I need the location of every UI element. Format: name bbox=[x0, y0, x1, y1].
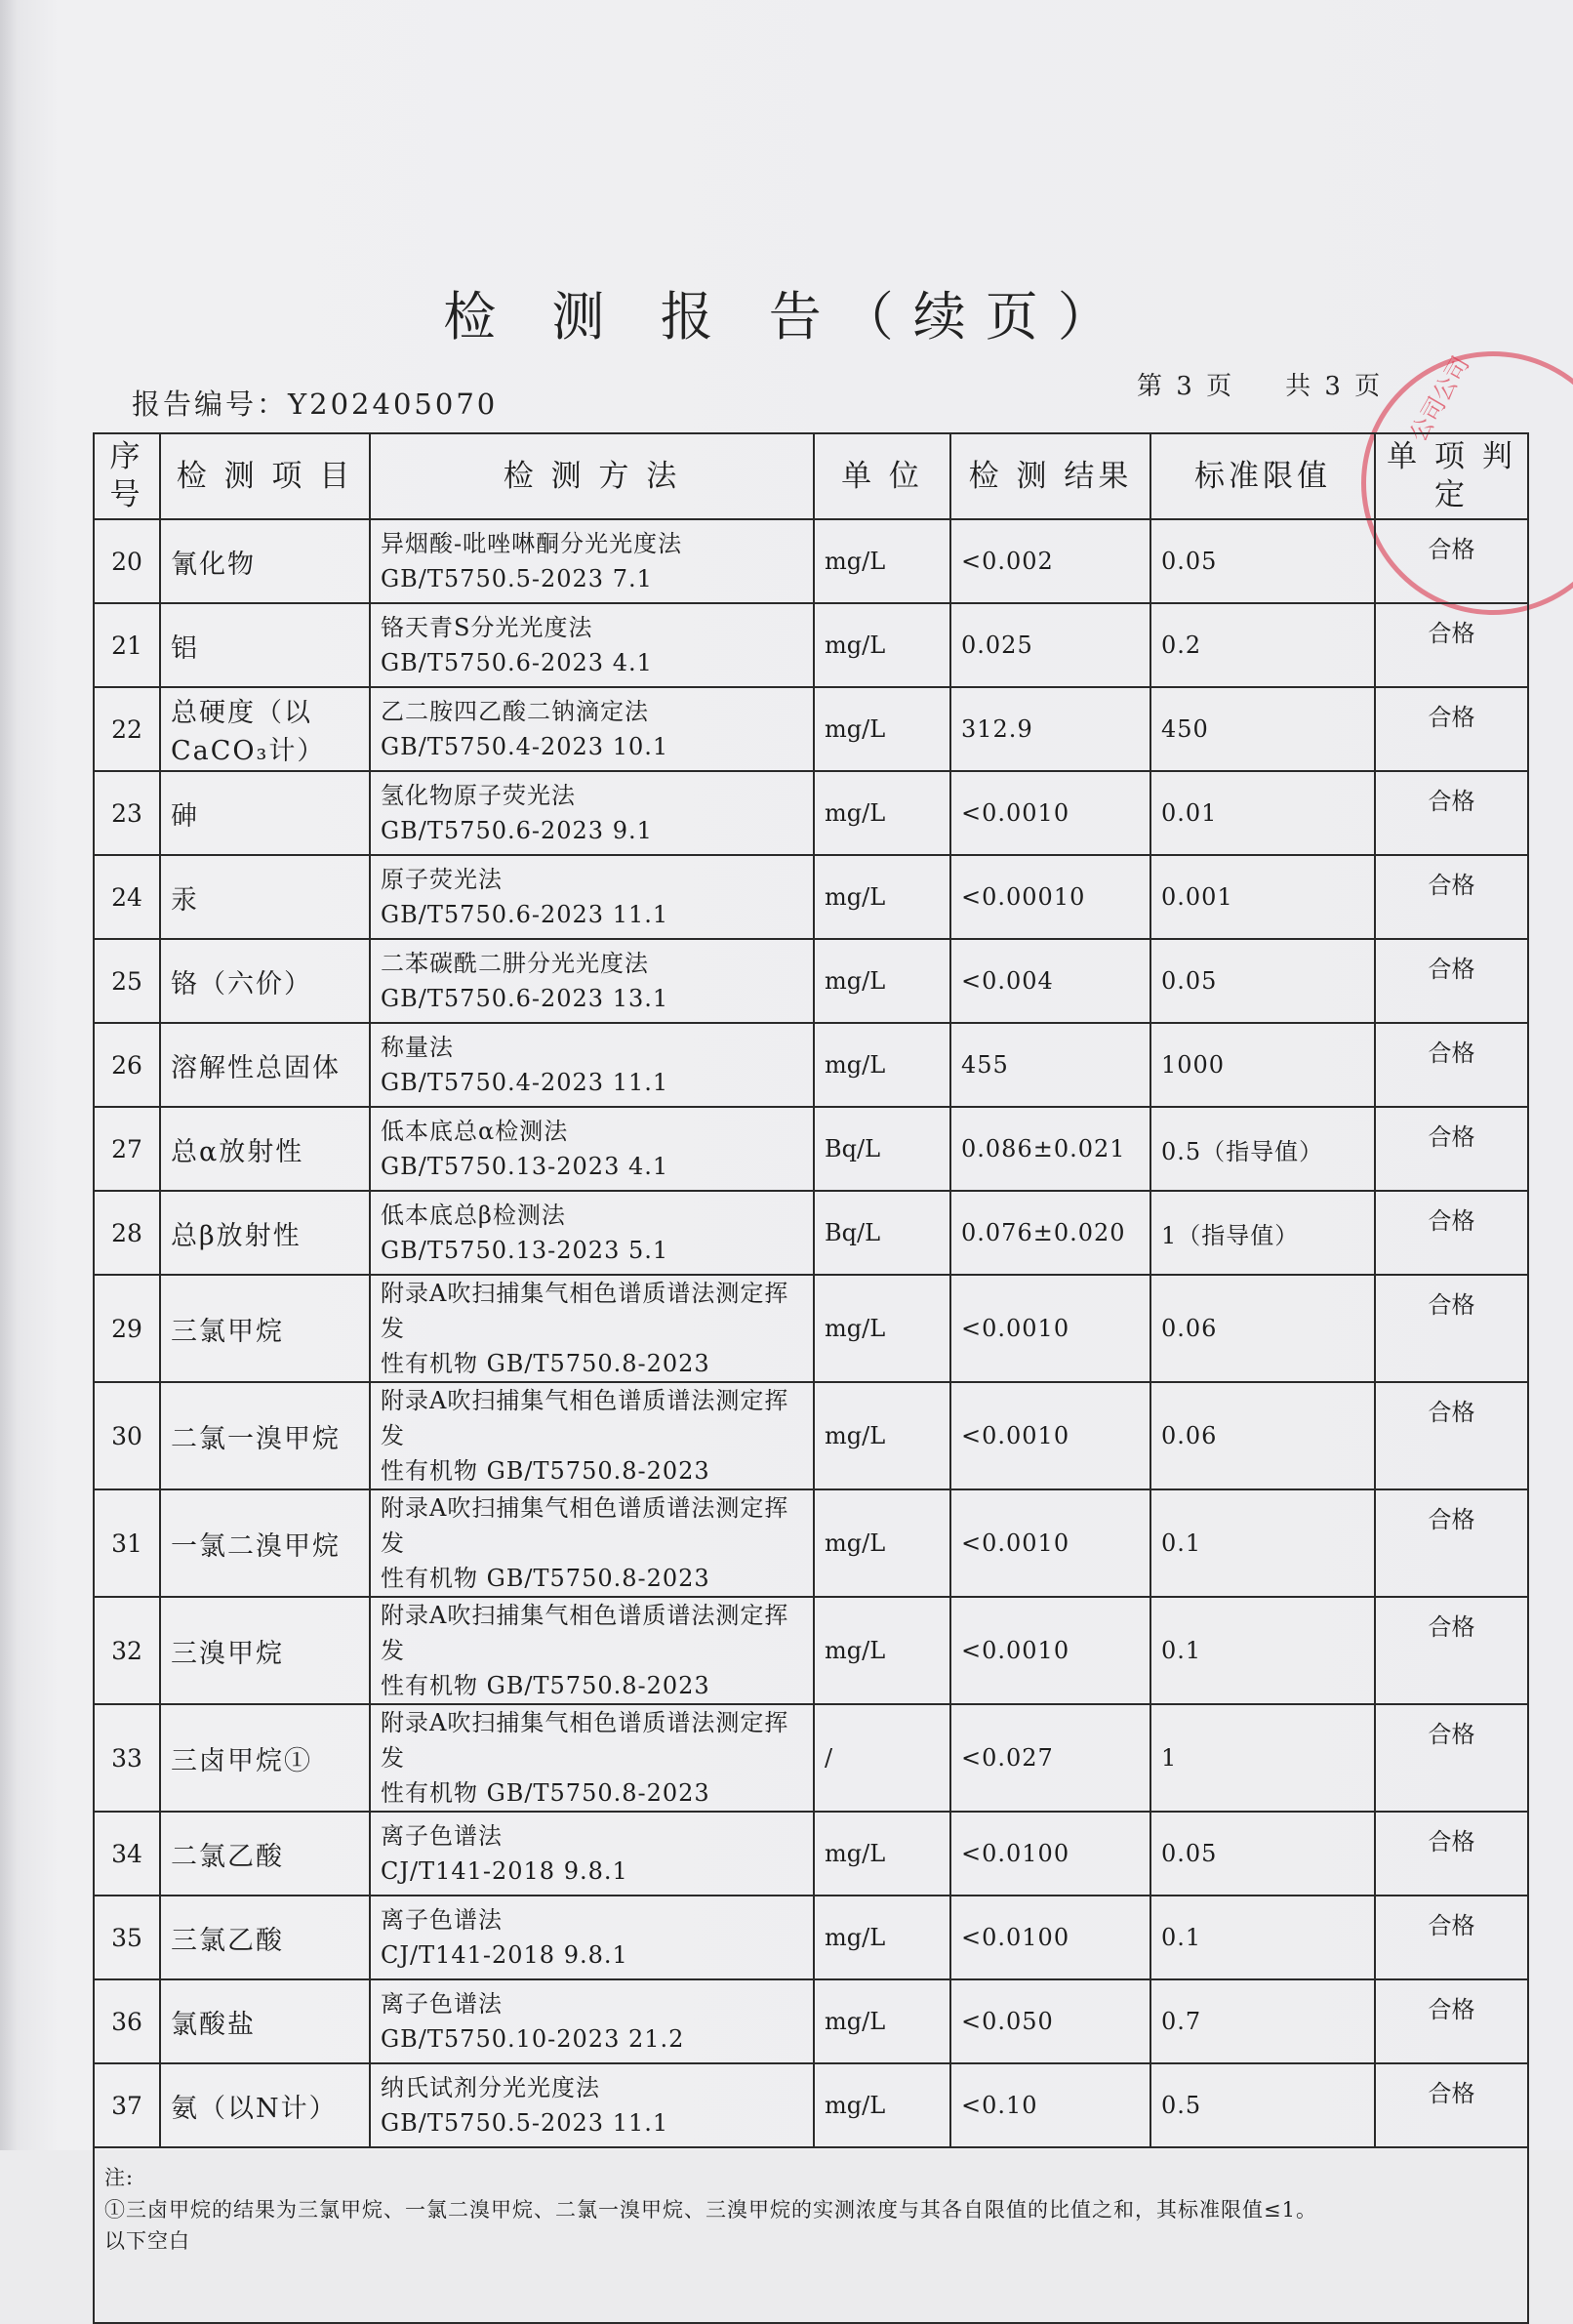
results-table bbox=[93, 432, 1529, 2324]
cell-unit: mg/L bbox=[814, 1275, 950, 1382]
method-standard: GB/T5750.5-2023 11.1 bbox=[381, 2109, 669, 2137]
cell-unit: mg/L bbox=[814, 771, 950, 855]
method-name: 乙二胺四乙酸二钠滴定法 bbox=[381, 698, 649, 725]
method-standard: 性有机物 GB/T5750.8-2023 bbox=[381, 1457, 710, 1485]
method-standard: 性有机物 GB/T5750.8-2023 bbox=[381, 1672, 710, 1699]
page-total: 共 3 页 bbox=[1285, 372, 1384, 401]
table-row bbox=[94, 1979, 1528, 2063]
page-info bbox=[1137, 366, 1433, 402]
table-row bbox=[94, 1023, 1528, 1107]
cell-result: <0.0100 bbox=[950, 1896, 1150, 1979]
cell-unit: mg/L bbox=[814, 603, 950, 687]
cell-unit: mg/L bbox=[814, 1489, 950, 1597]
cell-result: <0.0010 bbox=[950, 1489, 1150, 1597]
header-judge: 单 项 判定 bbox=[1375, 433, 1528, 519]
table-row bbox=[94, 1812, 1528, 1896]
method-name: 离子色谱法 bbox=[381, 1990, 503, 2018]
cell-method bbox=[370, 519, 814, 603]
cell-method bbox=[370, 1191, 814, 1275]
cell-method bbox=[370, 1597, 814, 1704]
cell-method bbox=[370, 939, 814, 1023]
method-standard: 性有机物 GB/T5750.8-2023 bbox=[381, 1565, 710, 1592]
method-name: 二苯碳酰二肼分光光度法 bbox=[381, 950, 649, 977]
cell-limit: 0.06 bbox=[1150, 1275, 1375, 1382]
cell-item: 氯酸盐 bbox=[160, 1979, 370, 2063]
method-name: 附录A吹扫捕集气相色谱质谱法测定挥发 bbox=[381, 1602, 789, 1664]
cell-seq: 27 bbox=[94, 1107, 160, 1191]
header-unit: 单 位 bbox=[814, 433, 950, 519]
cell-method bbox=[370, 2063, 814, 2147]
cell-result: <0.0010 bbox=[950, 1382, 1150, 1489]
cell-limit: 0.05 bbox=[1150, 939, 1375, 1023]
cell-item: 一氯二溴甲烷 bbox=[160, 1489, 370, 1597]
method-standard: GB/T5750.6-2023 9.1 bbox=[381, 817, 653, 844]
method-name: 原子荧光法 bbox=[381, 866, 503, 893]
cell-unit: Bq/L bbox=[814, 1107, 950, 1191]
cell-item: 三氯乙酸 bbox=[160, 1896, 370, 1979]
table-row bbox=[94, 1275, 1528, 1382]
method-name: 称量法 bbox=[381, 1034, 454, 1061]
method-standard: CJ/T141-2018 9.8.1 bbox=[381, 1941, 628, 1969]
cell-limit: 0.1 bbox=[1150, 1896, 1375, 1979]
header-limit: 标准限值 bbox=[1150, 433, 1375, 519]
table-row bbox=[94, 1896, 1528, 1979]
cell-method bbox=[370, 771, 814, 855]
header-seq: 序号 bbox=[94, 433, 160, 519]
cell-seq: 28 bbox=[94, 1191, 160, 1275]
table-row bbox=[94, 1704, 1528, 1812]
cell-result: 0.076±0.020 bbox=[950, 1191, 1150, 1275]
cell-result: <0.0010 bbox=[950, 771, 1150, 855]
cell-result: 455 bbox=[950, 1023, 1150, 1107]
cell-item: 总α放射性 bbox=[160, 1107, 370, 1191]
cell-unit: mg/L bbox=[814, 2063, 950, 2147]
cell-judge: 合格 bbox=[1375, 603, 1528, 687]
method-standard: GB/T5750.13-2023 4.1 bbox=[381, 1153, 669, 1180]
cell-method bbox=[370, 1023, 814, 1107]
cell-judge: 合格 bbox=[1375, 1812, 1528, 1896]
cell-item: 铝 bbox=[160, 603, 370, 687]
cell-result: 0.086±0.021 bbox=[950, 1107, 1150, 1191]
notes-row bbox=[94, 2147, 1528, 2323]
cell-item: 氰化物 bbox=[160, 519, 370, 603]
table-row bbox=[94, 771, 1528, 855]
cell-seq: 29 bbox=[94, 1275, 160, 1382]
note-1: ①三卤甲烷的结果为三氯甲烷、一氯二溴甲烷、二氯一溴甲烷、三溴甲烷的实测浓度与其各自限值的比值之和，其标准限值≤1。 bbox=[104, 2197, 1317, 2222]
cell-unit: mg/L bbox=[814, 939, 950, 1023]
cell-limit: 450 bbox=[1150, 687, 1375, 771]
company-seal-text: 公司公司 bbox=[1404, 351, 1475, 447]
cell-seq: 23 bbox=[94, 771, 160, 855]
cell-limit: 0.05 bbox=[1150, 519, 1375, 603]
method-name: 离子色谱法 bbox=[381, 1822, 503, 1850]
method-name: 附录A吹扫捕集气相色谱质谱法测定挥发 bbox=[381, 1387, 789, 1449]
cell-limit: 1 bbox=[1150, 1704, 1375, 1812]
cell-limit: 0.01 bbox=[1150, 771, 1375, 855]
cell-limit: 0.5（指导值） bbox=[1150, 1107, 1375, 1191]
cell-result: <0.0010 bbox=[950, 1275, 1150, 1382]
method-standard: GB/T5750.6-2023 11.1 bbox=[381, 901, 669, 928]
cell-item: 三氯甲烷 bbox=[160, 1275, 370, 1382]
report-number-label: 报告编号： bbox=[132, 387, 289, 421]
header-method: 检 测 方 法 bbox=[370, 433, 814, 519]
page-title: 检 测 报 告（续页） bbox=[443, 286, 1130, 347]
cell-judge: 合格 bbox=[1375, 1896, 1528, 1979]
cell-unit: mg/L bbox=[814, 1896, 950, 1979]
cell-item: 二氯一溴甲烷 bbox=[160, 1382, 370, 1489]
notes-label: 注: bbox=[104, 2166, 135, 2189]
results-table-wrapper bbox=[93, 432, 1527, 2324]
cell-item: 氨（以N计） bbox=[160, 2063, 370, 2147]
cell-unit: mg/L bbox=[814, 687, 950, 771]
cell-method bbox=[370, 855, 814, 939]
header-item: 检 测 项 目 bbox=[160, 433, 370, 519]
table-row bbox=[94, 603, 1528, 687]
report-number-value: Y202405070 bbox=[288, 387, 499, 421]
cell-unit: mg/L bbox=[814, 1597, 950, 1704]
table-row bbox=[94, 1489, 1528, 1597]
cell-result: <0.10 bbox=[950, 2063, 1150, 2147]
cell-method bbox=[370, 1704, 814, 1812]
cell-judge: 合格 bbox=[1375, 1597, 1528, 1704]
cell-unit: mg/L bbox=[814, 519, 950, 603]
method-name: 附录A吹扫捕集气相色谱质谱法测定挥发 bbox=[381, 1280, 789, 1342]
method-name: 铬天青S分光光度法 bbox=[381, 614, 593, 641]
cell-item: 二氯乙酸 bbox=[160, 1812, 370, 1896]
header-result: 检 测 结果 bbox=[950, 433, 1150, 519]
cell-judge: 合格 bbox=[1375, 771, 1528, 855]
cell-item: 铬（六价） bbox=[160, 939, 370, 1023]
cell-item: 溶解性总固体 bbox=[160, 1023, 370, 1107]
notes-end: 以下空白 bbox=[104, 2229, 190, 2254]
cell-method bbox=[370, 1812, 814, 1896]
cell-item: 三卤甲烷① bbox=[160, 1704, 370, 1812]
table-row bbox=[94, 519, 1528, 603]
method-standard: 性有机物 GB/T5750.8-2023 bbox=[381, 1779, 710, 1807]
cell-limit: 0.1 bbox=[1150, 1597, 1375, 1704]
cell-limit: 0.2 bbox=[1150, 603, 1375, 687]
table-row bbox=[94, 2063, 1528, 2147]
cell-result: <0.0100 bbox=[950, 1812, 1150, 1896]
table-row bbox=[94, 687, 1528, 771]
cell-unit: mg/L bbox=[814, 1979, 950, 2063]
method-standard: 性有机物 GB/T5750.8-2023 bbox=[381, 1350, 710, 1377]
cell-method bbox=[370, 603, 814, 687]
cell-result: <0.00010 bbox=[950, 855, 1150, 939]
method-standard: GB/T5750.4-2023 10.1 bbox=[381, 733, 669, 760]
cell-limit: 0.1 bbox=[1150, 1489, 1375, 1597]
cell-unit: mg/L bbox=[814, 1023, 950, 1107]
cell-seq: 26 bbox=[94, 1023, 160, 1107]
method-name: 附录A吹扫捕集气相色谱质谱法测定挥发 bbox=[381, 1494, 789, 1557]
table-header-row bbox=[94, 433, 1528, 519]
cell-method bbox=[370, 1896, 814, 1979]
page-current: 第 3 页 bbox=[1137, 372, 1235, 401]
cell-item: 总硬度（以CaCO₃计） bbox=[160, 687, 370, 771]
cell-item: 砷 bbox=[160, 771, 370, 855]
cell-limit: 0.06 bbox=[1150, 1382, 1375, 1489]
method-name: 氢化物原子荧光法 bbox=[381, 782, 576, 809]
cell-seq: 33 bbox=[94, 1704, 160, 1812]
cell-judge: 合格 bbox=[1375, 939, 1528, 1023]
cell-seq: 37 bbox=[94, 2063, 160, 2147]
cell-judge: 合格 bbox=[1375, 2063, 1528, 2147]
cell-item: 总β放射性 bbox=[160, 1191, 370, 1275]
cell-seq: 21 bbox=[94, 603, 160, 687]
cell-judge: 合格 bbox=[1375, 1489, 1528, 1597]
cell-seq: 25 bbox=[94, 939, 160, 1023]
method-name: 离子色谱法 bbox=[381, 1906, 503, 1934]
cell-result: 0.025 bbox=[950, 603, 1150, 687]
cell-result: <0.004 bbox=[950, 939, 1150, 1023]
cell-item: 三溴甲烷 bbox=[160, 1597, 370, 1704]
cell-method bbox=[370, 1979, 814, 2063]
cell-judge: 合格 bbox=[1375, 1275, 1528, 1382]
cell-seq: 34 bbox=[94, 1812, 160, 1896]
cell-limit: 1000 bbox=[1150, 1023, 1375, 1107]
cell-method bbox=[370, 1275, 814, 1382]
report-number bbox=[132, 383, 498, 423]
cell-limit: 0.5 bbox=[1150, 2063, 1375, 2147]
cell-judge: 合格 bbox=[1375, 855, 1528, 939]
method-standard: GB/T5750.5-2023 7.1 bbox=[381, 565, 653, 592]
method-standard: GB/T5750.6-2023 4.1 bbox=[381, 649, 653, 676]
method-name: 异烟酸-吡唑啉酮分光光度法 bbox=[381, 530, 683, 557]
method-name: 低本底总β检测法 bbox=[381, 1202, 566, 1229]
method-standard: GB/T5750.4-2023 11.1 bbox=[381, 1069, 669, 1096]
cell-seq: 32 bbox=[94, 1597, 160, 1704]
cell-judge: 合格 bbox=[1375, 687, 1528, 771]
method-name: 低本底总α检测法 bbox=[381, 1118, 569, 1145]
method-name: 附录A吹扫捕集气相色谱质谱法测定挥发 bbox=[381, 1709, 789, 1772]
cell-method bbox=[370, 1107, 814, 1191]
cell-unit: Bq/L bbox=[814, 1191, 950, 1275]
method-name: 纳氏试剂分光光度法 bbox=[381, 2074, 600, 2101]
cell-seq: 35 bbox=[94, 1896, 160, 1979]
table-row bbox=[94, 1107, 1528, 1191]
cell-result: <0.027 bbox=[950, 1704, 1150, 1812]
table-body bbox=[94, 519, 1528, 2147]
method-standard: CJ/T141-2018 9.8.1 bbox=[381, 1857, 628, 1885]
cell-seq: 30 bbox=[94, 1382, 160, 1489]
cell-method bbox=[370, 687, 814, 771]
cell-judge: 合格 bbox=[1375, 1023, 1528, 1107]
cell-judge: 合格 bbox=[1375, 1382, 1528, 1489]
table-row bbox=[94, 855, 1528, 939]
method-standard: GB/T5750.6-2023 13.1 bbox=[381, 985, 669, 1012]
cell-unit: / bbox=[814, 1704, 950, 1812]
cell-seq: 20 bbox=[94, 519, 160, 603]
cell-unit: mg/L bbox=[814, 1812, 950, 1896]
cell-judge: 合格 bbox=[1375, 1979, 1528, 2063]
cell-limit: 1（指导值） bbox=[1150, 1191, 1375, 1275]
table-row bbox=[94, 1191, 1528, 1275]
cell-unit: mg/L bbox=[814, 855, 950, 939]
cell-method bbox=[370, 1382, 814, 1489]
cell-result: <0.002 bbox=[950, 519, 1150, 603]
cell-limit: 0.7 bbox=[1150, 1979, 1375, 2063]
method-standard: GB/T5750.13-2023 5.1 bbox=[381, 1237, 669, 1264]
cell-seq: 36 bbox=[94, 1979, 160, 2063]
cell-limit: 0.05 bbox=[1150, 1812, 1375, 1896]
cell-unit: mg/L bbox=[814, 1382, 950, 1489]
cell-seq: 22 bbox=[94, 687, 160, 771]
cell-judge: 合格 bbox=[1375, 1704, 1528, 1812]
cell-result: <0.050 bbox=[950, 1979, 1150, 2063]
table-row bbox=[94, 1597, 1528, 1704]
cell-result: <0.0010 bbox=[950, 1597, 1150, 1704]
cell-judge: 合格 bbox=[1375, 1107, 1528, 1191]
cell-judge: 合格 bbox=[1375, 1191, 1528, 1275]
cell-judge: 合格 bbox=[1375, 519, 1528, 603]
cell-result: 312.9 bbox=[950, 687, 1150, 771]
cell-seq: 31 bbox=[94, 1489, 160, 1597]
table-row bbox=[94, 939, 1528, 1023]
method-standard: GB/T5750.10-2023 21.2 bbox=[381, 2025, 685, 2053]
cell-seq: 24 bbox=[94, 855, 160, 939]
table-row bbox=[94, 1382, 1528, 1489]
cell-method bbox=[370, 1489, 814, 1597]
notes-cell bbox=[94, 2147, 1528, 2323]
cell-limit: 0.001 bbox=[1150, 855, 1375, 939]
cell-item: 汞 bbox=[160, 855, 370, 939]
